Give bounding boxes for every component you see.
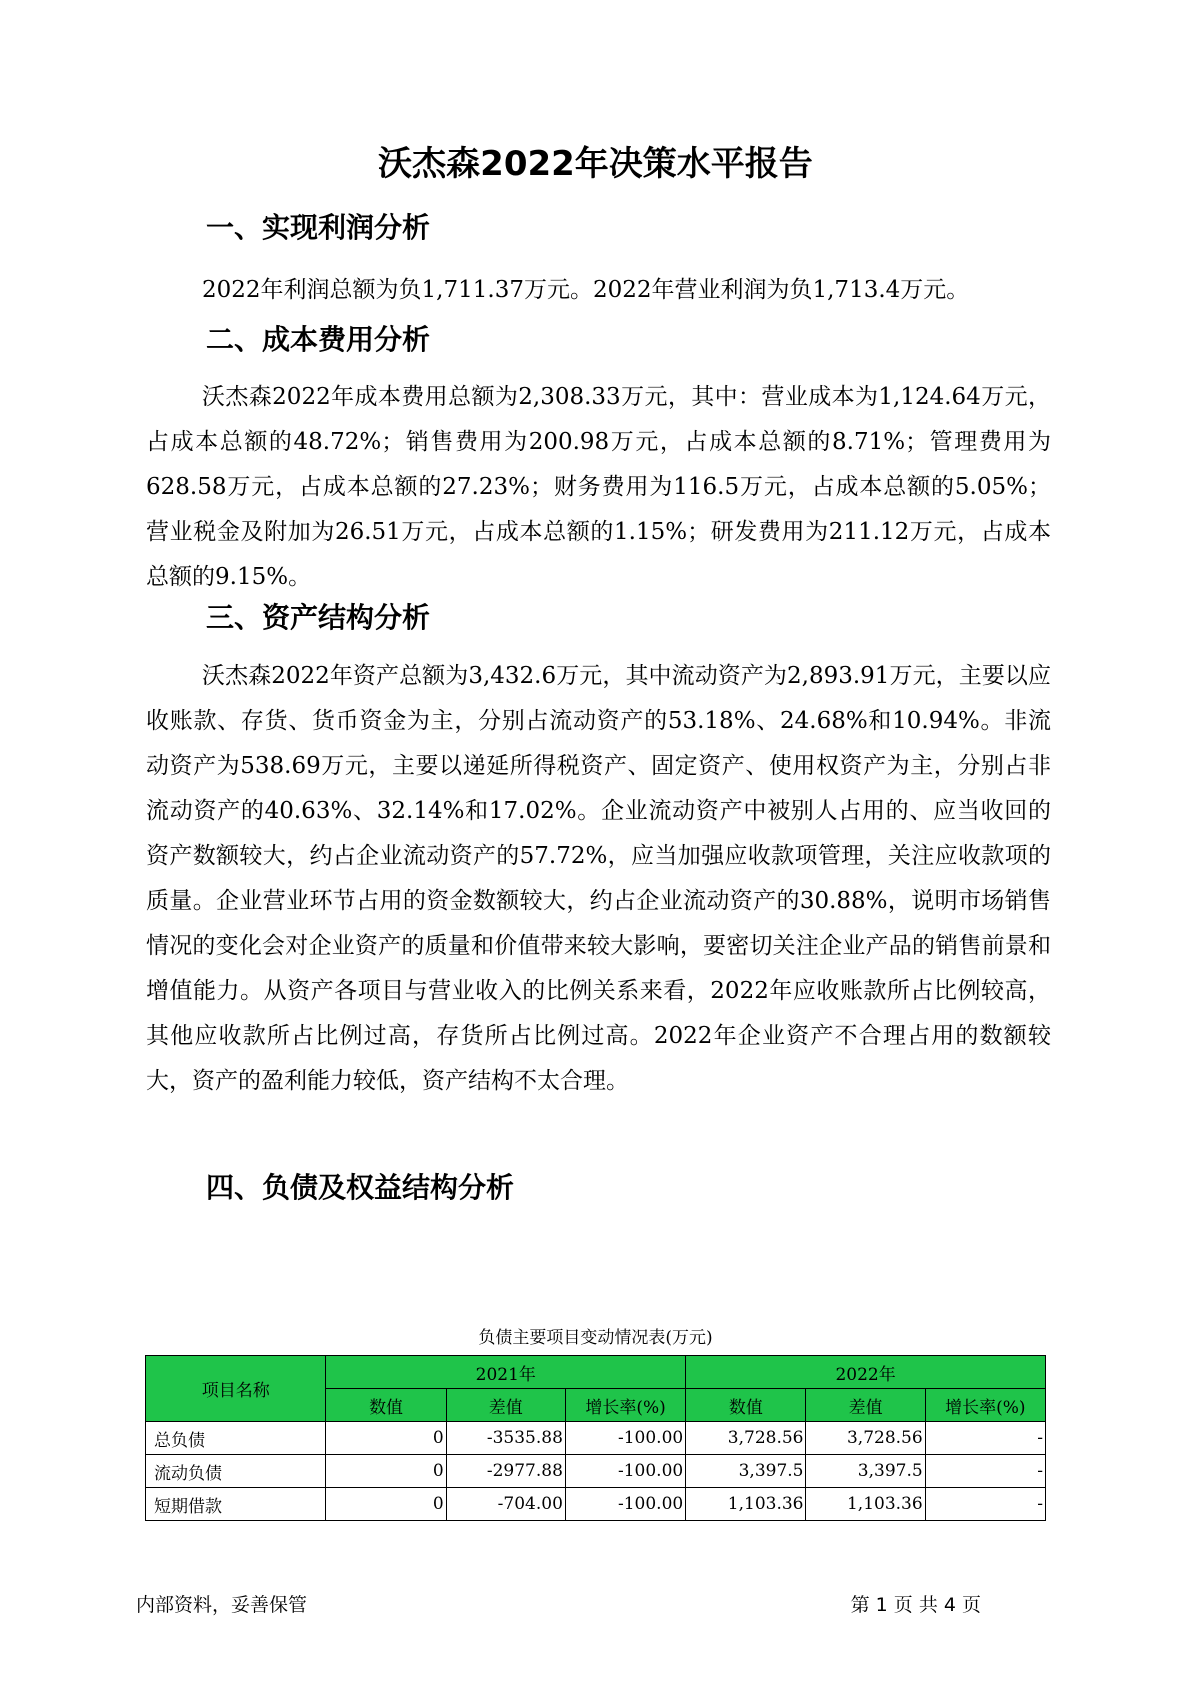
header-item-name: 项目名称 xyxy=(146,1356,326,1422)
footer-page-number: 第 1 页 共 4 页 xyxy=(850,1594,981,1616)
cell-value: 0 xyxy=(326,1422,446,1455)
header-year-2021: 2021年 xyxy=(326,1356,686,1389)
row-name: 总负债 xyxy=(146,1422,326,1455)
cell-diff: -2977.88 xyxy=(446,1455,565,1488)
section-heading-cost: 二、成本费用分析 xyxy=(206,323,431,356)
subheader-growth: 增长率(%) xyxy=(565,1389,685,1422)
cell-growth: - xyxy=(925,1422,1045,1455)
subheader-diff: 差值 xyxy=(806,1389,925,1422)
cell-diff: -704.00 xyxy=(446,1488,565,1521)
cell-growth: -100.00 xyxy=(565,1488,685,1521)
cell-growth: -100.00 xyxy=(565,1422,685,1455)
cell-growth: -100.00 xyxy=(565,1455,685,1488)
cell-value: 1,103.36 xyxy=(686,1488,806,1521)
section-body-cost: 沃杰森2022年成本费用总额为2,308.33万元，其中：营业成本为1,124.64万元，占成本总额的48.72%；销售费用为200.98万元，占成本总额的8.71%；管理费用为628.58万元，占成本总额的27.23%；财务费用为116.5万元，占成本总额的5.05%；营业税金及附加为26.51万元，占成本总额的1.15%；研发费用为211.12万元，占成本总额的9.15%。 xyxy=(146,384,1051,590)
cell-value: 3,728.56 xyxy=(686,1422,806,1455)
subheader-value: 数值 xyxy=(686,1389,806,1422)
section-heading-assets: 三、资产结构分析 xyxy=(206,601,431,634)
subheader-value: 数值 xyxy=(326,1389,446,1422)
row-name: 流动负债 xyxy=(146,1455,326,1488)
document-title: 沃杰森2022年决策水平报告 xyxy=(378,144,813,184)
cell-diff: 1,103.36 xyxy=(806,1488,925,1521)
subheader-growth: 增长率(%) xyxy=(925,1389,1045,1422)
cell-value: 0 xyxy=(326,1488,446,1521)
section-heading-profit: 一、实现利润分析 xyxy=(206,211,431,244)
section-body-profit: 2022年利润总额为负1,711.37万元。2022年营业利润为负1,713.4万元。 xyxy=(202,277,970,303)
row-name: 短期借款 xyxy=(146,1488,326,1521)
cell-value: 3,397.5 xyxy=(686,1455,806,1488)
cell-diff: -3535.88 xyxy=(446,1422,565,1455)
cell-value: 0 xyxy=(326,1455,446,1488)
table-row xyxy=(146,1488,1046,1521)
cell-growth: - xyxy=(925,1455,1045,1488)
cell-diff: 3,397.5 xyxy=(806,1455,925,1488)
table-row xyxy=(146,1455,1046,1488)
liabilities-table xyxy=(145,1355,1046,1521)
cell-diff: 3,728.56 xyxy=(806,1422,925,1455)
header-year-2022: 2022年 xyxy=(686,1356,1046,1389)
cell-growth: - xyxy=(925,1488,1045,1521)
footer-confidential-note: 内部资料，妥善保管 xyxy=(136,1594,308,1616)
subheader-diff: 差值 xyxy=(446,1389,565,1422)
section-body-assets: 沃杰森2022年资产总额为3,432.6万元，其中流动资产为2,893.91万元，主要以应收账款、存货、货币资金为主，分别占流动资产的53.18%、24.68%和10.94%。非流动资产为538.69万元，主要以递延所得税资产、固定资产、使用权资产为主，分别占非流动资产的40.63%、32.14%和17.02%。企业流动资产中被别人占用的、应当收回的资产数额较大，约占企业流动资产的57.72%，应当加强应收款项管理，关注应收款项的质量。企业营业环节占用的资金数额较大，约占企业流动资产的30.88%，说明市场销售情况的变化会对企业资产的质量和价值带来较大影响，要密切关注企业产品的销售前景和增值能力。从资产各项目与营业收入的比例关系来看，2022年应收账款所占比例较高，其他应收款所占比例过高，存货所占比例过高。2022年企业资产不合理占用的数额较大，资产的盈利能力较低，资产结构不太合理。 xyxy=(146,663,1051,1094)
section-heading-liabilities: 四、负债及权益结构分析 xyxy=(206,1171,515,1204)
table-caption: 负债主要项目变动情况表(万元) xyxy=(478,1328,713,1348)
table-row xyxy=(146,1422,1046,1455)
